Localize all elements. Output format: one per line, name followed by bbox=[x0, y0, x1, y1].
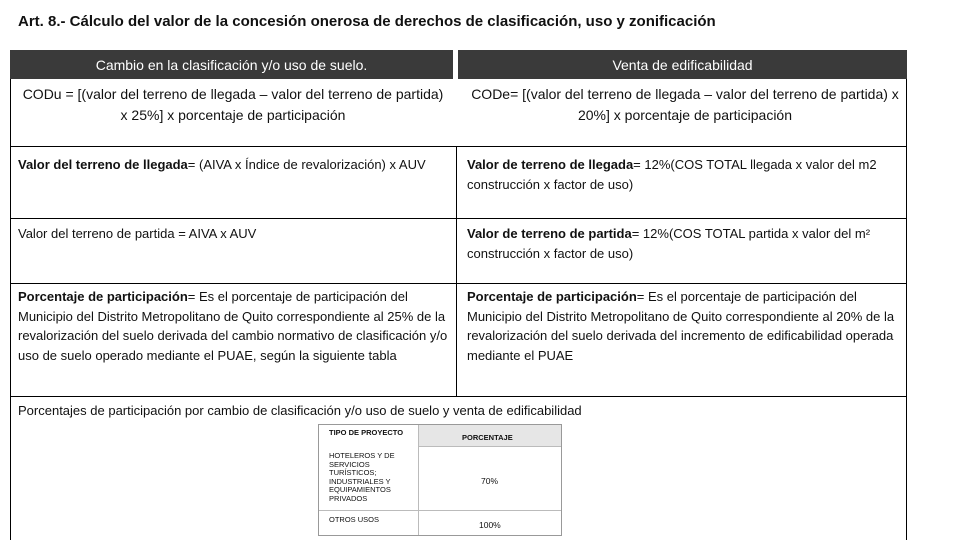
participation-label-right: Porcentaje de participación bbox=[467, 289, 637, 304]
departure-land-value-right bbox=[467, 224, 903, 263]
formula-code: CODe= [(valor del terreno de llegada – valor del terreno de partida) x 20%] x porcentaje de participación bbox=[471, 86, 899, 123]
concession-table bbox=[10, 50, 907, 540]
participation-percentage-left bbox=[18, 287, 448, 365]
article-title: Art. 8.- Cálculo del valor de la concesión onerosa de derechos de clasificación, uso y zonificación bbox=[18, 13, 716, 30]
subtable-row2-label: OTROS USOS bbox=[329, 515, 380, 524]
participation-label-left: Porcentaje de participación bbox=[18, 289, 188, 304]
subtable-row2-value: 100% bbox=[479, 520, 501, 530]
header-buildability-sale: Venta de edificabilidad bbox=[458, 50, 907, 79]
departure-text-right: = 12%(COS TOTAL partida x valor del m² construcción x factor de uso) bbox=[467, 226, 871, 261]
subtable-header-percentage: PORCENTAJE bbox=[462, 433, 513, 442]
arrival-label-right: Valor de terreno de llegada bbox=[467, 157, 634, 172]
departure-land-value-left: Valor del terreno de partida = AIVA x AUV bbox=[18, 226, 257, 241]
departure-label-right: Valor de terreno de partida bbox=[467, 226, 632, 241]
formula-codu: CODu = [(valor del terreno de llegada – valor del terreno de partida) x 25%] x porcentaje de participación bbox=[22, 86, 444, 123]
participation-text-right: = Es el porcentaje de participación del Municipio del Distrito Metropolitano de Quito correspondiente al 20% de la revalorización del suelo derivada del incremento de edificabilidad operada mediante el PUAE bbox=[467, 289, 895, 363]
subtable-row1-value: 70% bbox=[481, 476, 499, 486]
header-land-use-change: Cambio en la clasificación y/o uso de suelo. bbox=[10, 50, 453, 79]
arrival-land-value-right bbox=[467, 155, 903, 194]
participation-text-left: = Es el porcentaje de participación del Municipio del Distrito Metropolitano de Quito correspondiente al 25% de la revalorización del suelo derivada del cambio normativo de clasificación y/o uso de suelo operado mediante el PUAE, según la siguiente tabla bbox=[18, 289, 448, 363]
subtable-header-project-type: TIPO DE PROYECTO bbox=[329, 428, 404, 437]
arrival-land-value-left bbox=[18, 155, 448, 175]
percentages-caption: Porcentajes de participación por cambio de clasificación y/o uso de suelo y venta de edificabilidad bbox=[18, 403, 582, 418]
arrival-label-left: Valor del terreno de llegada bbox=[18, 157, 188, 172]
subtable-row1-label: HOTELEROS Y DE SERVICIOS TURÍSTICOS; INDUSTRIALES Y EQUIPAMIENTOS PRIVADOS bbox=[329, 451, 395, 503]
arrival-text-right: = 12%(COS TOTAL llegada x valor del m2 construcción x factor de uso) bbox=[467, 157, 877, 192]
participation-subtable bbox=[318, 424, 562, 536]
arrival-text-left: = (AIVA x Índice de revalorización) x AUV bbox=[187, 157, 426, 172]
participation-percentage-right bbox=[467, 287, 903, 365]
